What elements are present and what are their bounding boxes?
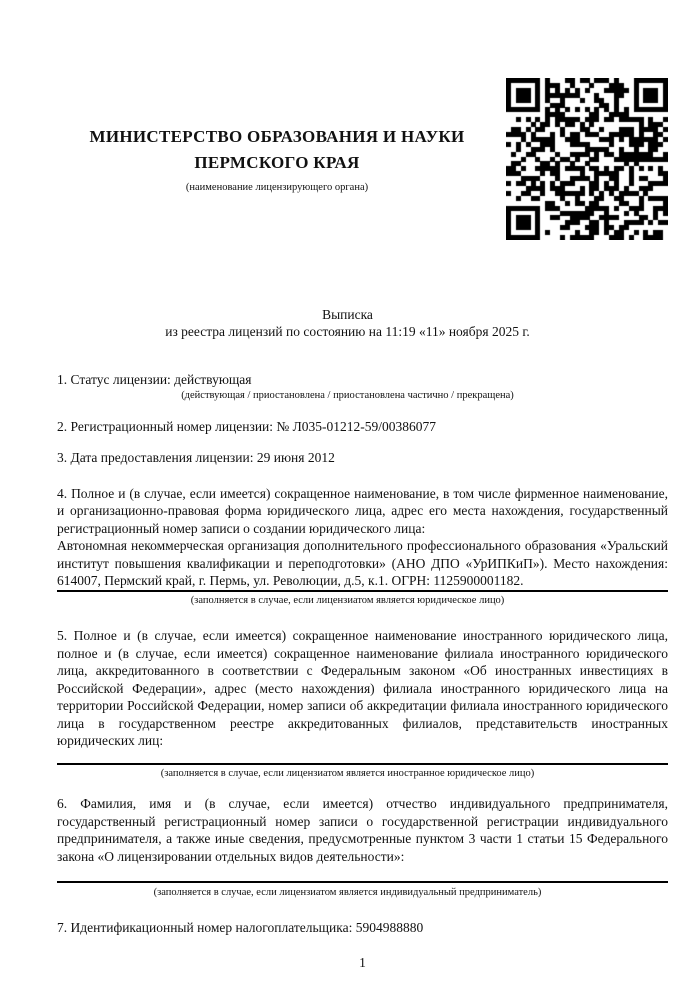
ministry-name (57, 124, 497, 176)
ministry-name-line2: ПЕРМСКОГО КРАЯ (194, 152, 360, 172)
ministry-name-line1: МИНИСТЕРСТВО ОБРАЗОВАНИЯ И НАУКИ (89, 126, 465, 146)
field-individual-entrepreneur: 6. Фамилия, имя и (в случае, если имеется) отчество индивидуального предпринимателя, государственный регистрационный номер записи о государственной регистрации индивидуального предпринимателя, а также иные сведения, предусмотренные пунктом 3 части 1 статьи 15 Федерального закона «О лицензировании отдельных видов деятельности»: (57, 796, 668, 864)
title-line1: Выписка (322, 307, 373, 322)
licensing-authority-block (57, 124, 497, 195)
separator-rule-foreign-entity (57, 763, 668, 765)
field-legal-entity-value: Автономная некоммерческая организация дополнительного профессионального образования «Уральский институт повышения квалификации и переподготовки» (АНО ДПО «УрИПКиП»). Место нахождения: 614007, Пермский край, г. Пермь, ул. Революции, д.5, к.1. ОГРН: 1125900001182. (57, 538, 668, 589)
ministry-caption: (наименование лицензирующего органа) (185, 181, 369, 193)
separator-rule-legal-entity (57, 590, 668, 592)
document-header (57, 78, 668, 240)
field-registration-number: 2. Регистрационный номер лицензии: № Л035-01212-59/00386077 (57, 419, 437, 435)
page-number: 1 (359, 955, 366, 971)
field-license-grant-date: 3. Дата предоставления лицензии: 29 июня 2012 (57, 449, 335, 465)
field-individual-entrepreneur-caption: (заполняется в случае, если лицензиатом является индивидуальный предприниматель) (153, 886, 542, 898)
separator-rule-individual-entrepreneur (57, 881, 668, 883)
field-foreign-entity: 5. Полное и (в случае, если имеется) сокращенное наименование иностранного юридического лица, полное и (в случае, если имеется) сокращенное наименование филиала иностранного юридического лица, аккредитованного в соответствии с Федеральным законом «Об иностранных инвестициях в Российской Федерации», адрес (место нахождения) филиала иностранного юридического лица на территории Российской Федерации, номер записи об аккредитации филиала иностранного юридического лица в государственном реестре аккредитованных филиалов, представительств иностранных юридических лиц: (57, 628, 668, 748)
field-legal-entity-caption: (заполняется в случае, если лицензиатом является юридическое лицо) (190, 595, 505, 607)
qr-code-icon (506, 78, 668, 240)
field-foreign-entity-caption: (заполняется в случае, если лицензиатом является иностранное юридическое лицо) (160, 768, 535, 780)
title-line2: из реестра лицензий по состоянию на 11:19 «11» ноября 2025 г. (165, 324, 530, 340)
field-license-status-caption: (действующая / приостановлена / приостановлена частично / прекращена) (181, 390, 514, 402)
field-legal-entity-label: 4. Полное и (в случае, если имеется) сокращенное наименование, в том числе фирменное наименование, и организационно-правовая форма юридического лица, адрес его места нахождения, государственный регистрационный номер записи о создании юридического лица: (57, 486, 668, 536)
field-legal-entity (57, 485, 668, 589)
document-title (57, 306, 668, 341)
field-license-status: 1. Статус лицензии: действующая (57, 371, 252, 387)
field-taxpayer-number: 7. Идентификационный номер налогоплательщика: 5904988880 (57, 919, 424, 935)
